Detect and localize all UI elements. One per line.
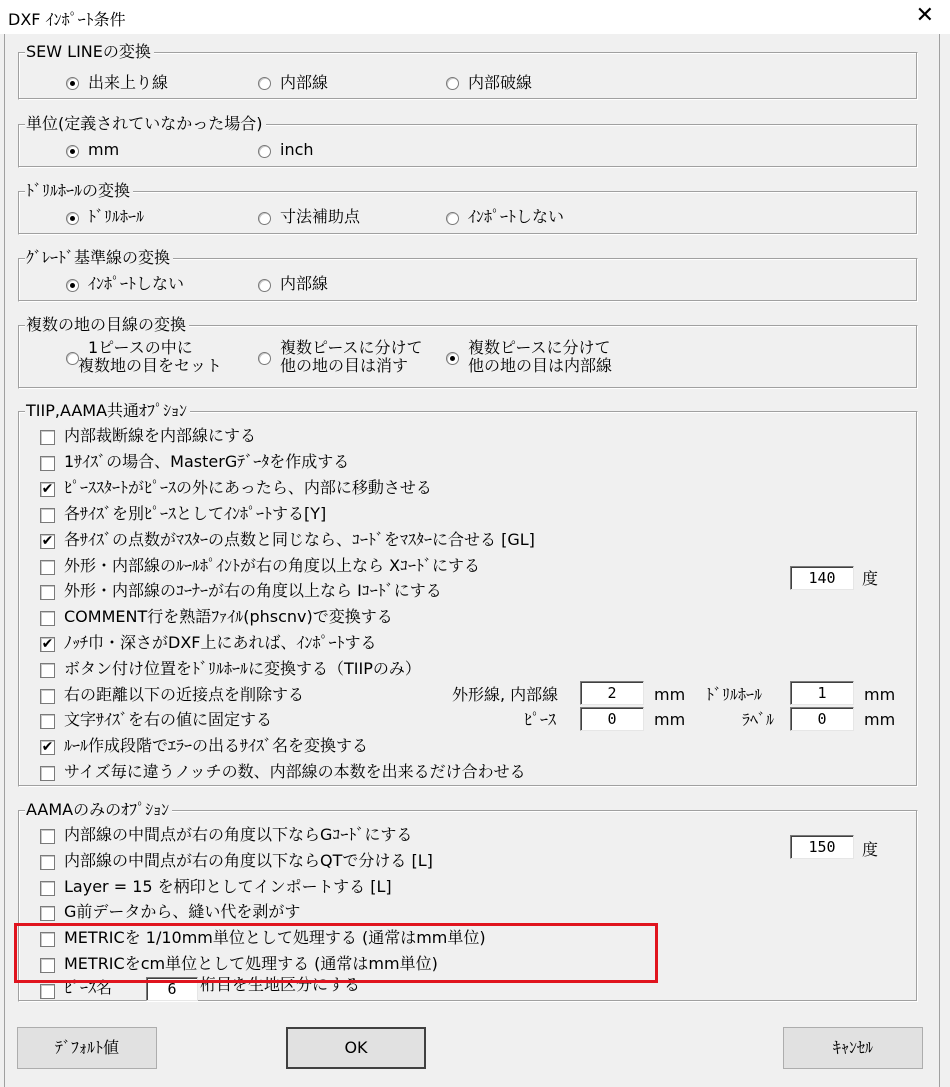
checkbox-label: ﾙｰﾙ作成段階でｴﾗｰの出るｻｲｽﾞ名を変換する: [64, 736, 369, 755]
group-tiip-title: TIIP,AAMA共通ｵﾌﾟｼｮﾝ: [25, 401, 190, 421]
check-icon: ✔: [41, 739, 54, 755]
checkbox-box: [40, 906, 55, 921]
window-border-right: [939, 34, 940, 1087]
checkbox-label: ボタン付け位置をﾄﾞﾘﾙﾎｰﾙに変換する（TIIPのみ）: [64, 659, 421, 678]
label-mm-unit: mm: [864, 710, 896, 729]
checkbox-label: 右の距離以下の近接点を削除する: [64, 685, 305, 704]
drillhole-distance-input[interactable]: 1: [790, 681, 854, 705]
radio-icon: [66, 77, 79, 90]
label-size-input[interactable]: 0: [790, 707, 854, 731]
checkbox-label: 内部線の中間点が右の角度以下ならGｺｰﾄﾞにする: [64, 825, 413, 844]
checkbox-label: ﾋﾟｰｽ名: [64, 978, 113, 997]
checkbox-box: [40, 881, 55, 896]
checkbox-box: [40, 984, 55, 999]
checkbox-box: [40, 456, 55, 471]
group-fabric-title: 複数の地の目線の変換: [25, 315, 189, 335]
checkbox-box: [40, 766, 55, 781]
radio-label: ﾄﾞﾘﾙﾎｰﾙ: [88, 207, 145, 226]
checkbox-label: 内部線の中間点が右の角度以下ならQTで分ける [L]: [64, 851, 433, 870]
radio-label-line2: 複数地の目をセット: [78, 356, 223, 375]
radio-label-line1: 複数ピースに分けて: [280, 338, 423, 357]
radio-icon: [66, 212, 79, 225]
check-icon: ✔: [41, 636, 54, 652]
radio-label: ｲﾝﾎﾟｰﾄしない: [88, 274, 185, 293]
piece-mm-unit: mm: [654, 710, 686, 729]
radio-label: 寸法補助点: [280, 207, 361, 226]
group-unit-title: 単位(定義されていなかった場合): [25, 114, 266, 134]
radio-icon: [66, 145, 79, 158]
checkbox-label: METRICをcm単位として処理する (通常はmm単位): [64, 954, 438, 973]
checkbox-box: [40, 855, 55, 870]
group-unit: [18, 114, 918, 168]
radio-icon: [446, 77, 459, 90]
aama-angle-input[interactable]: 150: [790, 835, 854, 859]
checkbox-box: [40, 482, 55, 497]
group-drill-title: ﾄﾞﾘﾙﾎｰﾙの変換: [25, 181, 133, 201]
radio-icon: [258, 279, 271, 292]
drillhole-mm-unit: mm: [864, 685, 896, 704]
checkbox-box: [40, 585, 55, 600]
piece-name-suffix: 桁目を生地区分にする: [200, 975, 361, 994]
radio-label-line2: 他の地の目は内部線: [468, 356, 613, 375]
radio-label-line1: 1ピースの中に: [88, 338, 193, 357]
checkbox-box: [40, 611, 55, 626]
piece-size-input[interactable]: 0: [580, 707, 644, 731]
radio-icon: [258, 77, 271, 90]
group-grade-title: ｸﾞﾚｰﾄﾞ基準線の変換: [25, 248, 173, 268]
checkbox-box: [40, 560, 55, 575]
checkbox-label: 1ｻｲｽﾞの場合、MasterGﾃﾞｰﾀを作成する: [64, 452, 350, 471]
checkbox-box: [40, 534, 55, 549]
label-label: ﾗﾍﾞﾙ: [742, 710, 775, 729]
radio-label: 内部破線: [468, 73, 533, 92]
checkbox-box: [40, 689, 55, 704]
checkbox-box: [40, 740, 55, 755]
checkbox-label: ﾋﾟｰｽｽﾀｰﾄがﾋﾟｰｽの外にあったら、内部に移動させる: [64, 478, 432, 497]
checkbox-label: G前データから、縫い代を剥がす: [64, 902, 301, 921]
tiip-angle-unit: 度: [862, 569, 879, 588]
checkbox-label: METRICを 1/10mm単位として処理する (通常はmm単位): [64, 928, 486, 947]
window-title: DXF ｲﾝﾎﾟｰﾄ条件: [8, 10, 126, 29]
piece-name-digit-input[interactable]: 6: [146, 977, 198, 1001]
checkbox-label: 外形・内部線のﾙｰﾙﾎﾟｲﾝﾄが右の角度以上なら Xｺｰﾄﾞにする: [64, 556, 481, 575]
drillhole-label: ﾄﾞﾘﾙﾎｰﾙ: [706, 685, 763, 704]
outline-distance-input[interactable]: 2: [580, 681, 644, 705]
check-icon: ✔: [41, 481, 54, 497]
check-icon: ✔: [41, 533, 54, 549]
group-aama-title: AAMAのみのｵﾌﾟｼｮﾝ: [25, 800, 172, 820]
radio-label: 内部線: [280, 73, 329, 92]
radio-label: inch: [280, 140, 314, 159]
tiip-angle-input[interactable]: 140: [790, 566, 854, 590]
piece-label: ﾋﾟｰｽ: [524, 710, 557, 729]
checkbox-box: [40, 637, 55, 652]
radio-label-line2: 他の地の目は消す: [280, 356, 409, 375]
checkbox-label: Layer = 15 を柄印としてインポートする [L]: [64, 877, 392, 896]
radio-label: 内部線: [280, 274, 329, 293]
checkbox-label: 各ｻｲｽﾞの点数がﾏｽﾀｰの点数と同じなら、ｺｰﾄﾞをﾏｽﾀｰに合せる [GL]: [64, 530, 535, 549]
checkbox-box: [40, 663, 55, 678]
window-border-left: [4, 34, 5, 1087]
radio-label: ｲﾝﾎﾟｰﾄしない: [468, 207, 565, 226]
radio-label-line1: 複数ピースに分けて: [468, 338, 611, 357]
radio-icon: [446, 352, 459, 365]
radio-icon: [66, 279, 79, 292]
outline-label: 外形線, 内部線: [452, 685, 559, 704]
aama-angle-unit: 度: [862, 840, 879, 859]
checkbox-label: COMMENT行を熟語ﾌｧｲﾙ(phscnv)で変換する: [64, 607, 393, 626]
group-sew-line-title: SEW LINEの変換: [25, 42, 154, 62]
checkbox-box: [40, 508, 55, 523]
checkbox-label: 外形・内部線のｺｰﾅｰが右の角度以上なら Iｺｰﾄﾞにする: [64, 581, 442, 600]
checkbox-label: 内部裁断線を内部線にする: [64, 426, 257, 445]
checkbox-label: ﾉｯﾁ巾・深さがDXF上にあれば、ｲﾝﾎﾟｰﾄする: [64, 633, 377, 652]
checkbox-label: 文字ｻｲｽﾞを右の値に固定する: [64, 710, 273, 729]
checkbox-label: サイズ毎に違うノッチの数、内部線の本数を出来るだけ合わせる: [64, 762, 526, 781]
radio-icon: [258, 212, 271, 225]
default-values-button[interactable]: ﾃﾞﾌｫﾙﾄ値: [17, 1027, 157, 1069]
radio-label: mm: [88, 140, 120, 159]
cancel-button[interactable]: ｷｬﾝｾﾙ: [783, 1027, 923, 1069]
radio-icon: [258, 352, 271, 365]
checkbox-label: 各ｻｲｽﾞを別ﾋﾟｰｽとしてｲﾝﾎﾟｰﾄする[Y]: [64, 504, 327, 523]
checkbox-box: [40, 714, 55, 729]
checkbox-box: [40, 829, 55, 844]
radio-label: 出来上り線: [88, 73, 169, 92]
close-icon[interactable]: ✕: [915, 3, 934, 28]
highlight-box: [14, 923, 658, 983]
checkbox-box: [40, 430, 55, 445]
radio-icon: [258, 145, 271, 158]
title-bar: [0, 0, 950, 34]
outline-mm-unit: mm: [654, 685, 686, 704]
radio-icon: [446, 212, 459, 225]
ok-button[interactable]: OK: [286, 1027, 426, 1069]
